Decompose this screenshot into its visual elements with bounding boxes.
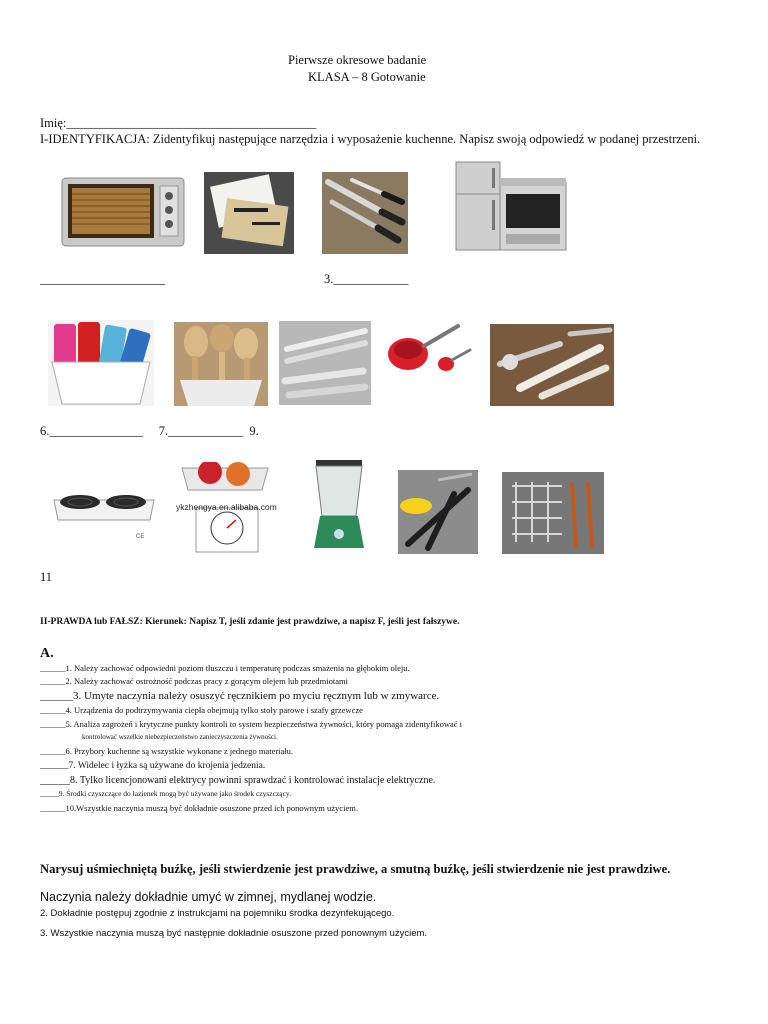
- scale-watermark: ykzhengya.en.alibaba.com: [176, 502, 277, 512]
- tf-item-8[interactable]: ______8. Tylko licencjonowani elektrycy powinni sprawdzać i kontrolować instalacje elektryczne.: [40, 775, 436, 786]
- row3-answer-label[interactable]: 11: [40, 570, 53, 584]
- tf-item-9[interactable]: _____9. Środki czyszczące do łazienek mogą być używane jako środek czyszczący.: [40, 789, 292, 798]
- tf-item-6[interactable]: ______6. Przybory kuchenne są wszystkie wykonane z jednego materiału.: [40, 746, 294, 756]
- tf-item-1[interactable]: ______1. Należy zachować odpowiedni poziom tłuszczu i temperaturę podczas smażenia na głębokim oleju.: [40, 663, 410, 673]
- tf-item-7[interactable]: ______7. Widelec i łyżka są używane do krojenia jedzenia.: [40, 761, 266, 771]
- tf-item-2[interactable]: ______2. Należy zachować ostrożność podczas pracy z gorącym olejem lub przedmiotami: [40, 676, 349, 686]
- tf-item-10[interactable]: ______10.Wszystkie naczynia muszą być dokładnie osuszone przed ich ponownym użyciem.: [40, 803, 358, 813]
- tf-item-5[interactable]: ______5. Analiza zagrożeń i krytyczne punkty kontroli to system bezpieczeństwa żywności, który pomaga zidentyfikować i: [40, 719, 463, 729]
- colander-image: [384, 320, 474, 378]
- cutting-boards-image: [204, 172, 294, 254]
- tf-item-5-continued: kontrolować wszelkie niebezpieczeństwo zanieczyszczenia żywności.: [82, 733, 278, 741]
- section3-heading: Narysuj uśmiechniętą buźkę, jeśli stwierdzenie jest prawdziwe, a smutną buźkę, jeśli stwierdzenie nie jest prawdziwe.: [40, 862, 671, 876]
- knives-image: [322, 172, 408, 254]
- fridge-and-stove-image: [452, 160, 572, 254]
- row1-answer-blank-a[interactable]: ____________________: [40, 272, 165, 286]
- face-item-1[interactable]: Naczynia należy dokładnie umyć w zimnej, mydlanej wodzie.: [40, 890, 377, 904]
- tf-item-4[interactable]: ______4. Urządzenia do podtrzymywania ciepła obejmują tylko stoły parowe i szafy grzewcze: [40, 705, 363, 715]
- face-item-2[interactable]: 2. Dokładnie postępuj zgodnie z instrukcjami na pojemniku środka dezynfekującego.: [40, 908, 395, 919]
- section2-heading: II-PRAWDA lub FAŁSZ: Kierunek: Napisz T, jeśli zdanie jest prawdziwe, a napisz F, jeśli jest fałszywe.: [40, 617, 460, 627]
- tongs-image: [279, 321, 371, 405]
- wooden-spoons-image: [174, 322, 268, 406]
- toaster-oven-image: [58, 172, 186, 250]
- row2-answer-labels[interactable]: 6._______________ 7.____________ 9.: [40, 424, 259, 438]
- section2-part-label: A.: [40, 646, 54, 661]
- forks-rack-image: [502, 472, 604, 554]
- doc-title: Pierwsze okresowe badanie: [288, 53, 427, 67]
- svg-text:CE: CE: [136, 534, 145, 540]
- doc-subtitle: KLASA – 8 Gotowanie: [308, 70, 426, 84]
- row1-answer-blank-b[interactable]: 3.____________: [324, 272, 409, 286]
- name-line: Imię:________________________________________: [40, 116, 317, 130]
- can-opener-image: [490, 324, 614, 406]
- face-item-3[interactable]: 3. Wszystkie naczynia muszą być następnie dokładnie osuszone przed ponownym użyciem.: [40, 928, 428, 939]
- scissors-image: [398, 470, 478, 554]
- section1-heading: I-IDENTYFIKACJA: Zidentyfikuj następujące narzędzia i wyposażenie kuchenne. Napisz swoją odpowiedź w podanej przestrzeni.: [40, 132, 701, 146]
- hot-plate-image: [50, 482, 158, 544]
- blender-image: [298, 458, 380, 554]
- tf-item-3[interactable]: ______3. Umyte naczynia należy osuszyć ręcznikiem po myciu ręcznym lub w zmywarce.: [40, 690, 440, 702]
- spatulas-bucket-image: [48, 320, 154, 406]
